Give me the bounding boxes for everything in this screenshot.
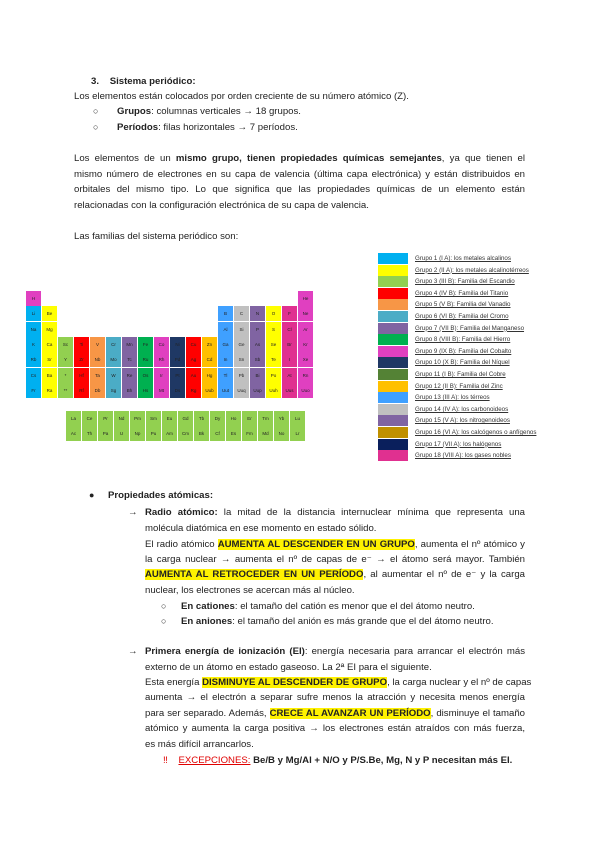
element-cell: W (106, 368, 121, 383)
element-cell: Rh (154, 352, 169, 367)
lanthanide-cell: La (66, 411, 81, 426)
element-cell: C (234, 306, 249, 321)
element-cell: Os (138, 368, 153, 383)
element-cell: Mt (154, 383, 169, 398)
actinide-cell: Pa (98, 426, 113, 441)
element-cell: Ag (186, 352, 201, 367)
legend-label: Grupo 13 (III A): los térreos (415, 394, 490, 402)
lanthanide-cell: Yb (274, 411, 289, 426)
element-cell: Kr (298, 337, 313, 352)
legend-item (378, 427, 578, 438)
radio-def-line: → Radio atómico: la mitad de la distancia internuclear mínima que representa una (128, 507, 525, 518)
lanthanide-cell: Tb (194, 411, 209, 426)
legend-swatch (378, 265, 408, 276)
element-cell: B (218, 306, 233, 321)
ion-def-line: → Primera energía de ionización (EI): energía necesaria para arrancar el electrón más (128, 646, 525, 657)
element-cell: Se (266, 337, 281, 352)
legend-label: Grupo 1 (I A): los metales alcalinos (415, 255, 511, 262)
element-cell: ** (58, 383, 73, 398)
paragraph-line: mismo número de electrones en su capa de valencia (última capa electrónica) y están distribuidos en (74, 169, 525, 180)
element-cell: As (250, 337, 265, 352)
element-cell: Na (26, 322, 41, 337)
radio-line: El radio atómico AUMENTA AL DESCENDER EN UN GRUPO, aumenta el nº atómico y (145, 539, 525, 550)
element-cell: Cu (186, 337, 201, 352)
legend-swatch (378, 450, 408, 461)
actinide-cell: Es (226, 426, 241, 441)
legend-item (378, 299, 578, 310)
actinide-cell: Md (258, 426, 273, 441)
section-number: 3. (91, 76, 100, 87)
legend-item (378, 288, 578, 299)
element-cell: Uut (218, 383, 233, 398)
element-cell: Ti (74, 337, 89, 352)
element-cell: Ge (234, 337, 249, 352)
element-cell: S (266, 322, 281, 337)
paragraph-line: orbitales del mismo tipo. Lo que significa que las propiedades químicas de un elemento están (74, 184, 525, 195)
element-cell: Rn (298, 368, 313, 383)
element-cell: Sg (106, 383, 121, 398)
legend-item (378, 357, 578, 368)
element-cell: At (282, 368, 297, 383)
radio-line: la carga nuclear → aumenta el nº de capas de e⁻ → el átomo será mayor. También (145, 554, 525, 565)
element-cell: Uuo (298, 383, 313, 398)
element-cell: Pd (170, 352, 185, 367)
legend-item (378, 265, 578, 276)
radio-def-line: molécula diatómica en ese momento en estado sólido. (145, 523, 377, 534)
paragraph-line: Los elementos de un mismo grupo, tienen propiedades químicas semejantes, ya que tienen el (74, 153, 525, 164)
families-intro: Las familias del sistema periódico son: (74, 231, 239, 242)
legend-swatch (378, 346, 408, 357)
element-cell: Uus (282, 383, 297, 398)
props-heading: ● Propiedades atómicas: (89, 490, 214, 501)
element-cell: In (218, 352, 233, 367)
lanthanide-cell: Nd (114, 411, 129, 426)
legend-swatch (378, 369, 408, 380)
exceptions-text: Be/B y Mg/Al + N/O y P/S.Be, Mg, N y P necesitan más EI. (250, 755, 513, 766)
element-cell: Mo (106, 352, 121, 367)
element-cell: He (298, 291, 313, 306)
intro-text: Los elementos están colocados por orden creciente de su número atómico (Z). (74, 91, 409, 102)
legend-label: Grupo 5 (V B): Familia del Vanadio (415, 301, 511, 309)
legend-label: Grupo 4 (IV B): Familia del Titanio (415, 289, 509, 297)
element-cell: Co (154, 337, 169, 352)
lanthanide-cell: Tm (258, 411, 273, 426)
legend-item (378, 381, 578, 392)
ion-def-line: externo de un átomo en estado gaseoso. La 2ª EI para el siguiente. (145, 662, 432, 673)
actinide-cell: Np (130, 426, 145, 441)
double-exclamation-icon: ‼ (163, 755, 168, 766)
disc-bullet-icon: ● (89, 490, 95, 500)
element-cell: Au (186, 368, 201, 383)
legend-swatch (378, 439, 408, 450)
element-cell: Uuq (234, 383, 249, 398)
lanthanide-cell: Gd (178, 411, 193, 426)
legend-swatch (378, 311, 408, 322)
element-cell: Bh (122, 383, 137, 398)
legend-label: Grupo 12 (II B): Familia del Zinc (415, 382, 503, 390)
ion-line: Esta energía DISMINUYE AL DESCENDER DE GRUPO, la carga nuclear y el nº de capas (145, 677, 532, 688)
element-cell: V (90, 337, 105, 352)
list-item: ○ En cationes: el tamaño del catión es menor que el del átomo neutro. (161, 601, 475, 612)
element-cell: Xe (298, 352, 313, 367)
lanthanide-cell: Ho (226, 411, 241, 426)
element-cell: Rf (74, 383, 89, 398)
element-cell: Be (42, 306, 57, 321)
element-cell: N (250, 306, 265, 321)
element-cell: Zr (74, 352, 89, 367)
legend-item (378, 392, 578, 403)
legend-item (378, 311, 578, 322)
element-cell: Cs (26, 368, 41, 383)
element-cell: Uub (202, 383, 217, 398)
legend-label: Grupo 18 (VIII A): los gases nobles (415, 452, 511, 460)
ion-line: aumenta → el electrón a separar sufre menos la atracción y necesita menos energía (145, 692, 525, 703)
element-cell: Tc (122, 352, 137, 367)
lanthanide-cell: Eu (162, 411, 177, 426)
legend-item (378, 439, 578, 450)
circle-bullet-icon: ○ (161, 601, 167, 611)
legend-item (378, 323, 578, 334)
element-cell: Re (122, 368, 137, 383)
legend-item (378, 276, 578, 287)
element-cell: K (26, 337, 41, 352)
actinide-cell: Cm (178, 426, 193, 441)
element-cell: Nb (90, 352, 105, 367)
circle-bullet-icon: ○ (161, 616, 167, 626)
section-heading (91, 74, 196, 89)
element-cell: Hs (138, 383, 153, 398)
element-cell: Br (282, 337, 297, 352)
legend-label: Grupo 15 (V A): los nitrogenoideos (415, 417, 510, 425)
actinide-cell: Pu (146, 426, 161, 441)
legend-label: Grupo 14 (IV A): los carbonoideos (415, 405, 509, 413)
element-cell: Ar (298, 322, 313, 337)
legend-label: Grupo 7 (VII B): Familia del Manganeso (415, 324, 525, 332)
element-cell: F (282, 306, 297, 321)
element-cell: Ne (298, 306, 313, 321)
arrow-icon: → (128, 507, 138, 518)
circle-bullet-icon: ○ (93, 122, 99, 132)
radio-line: nuclear, los electrones se acercan más al núcleo. (145, 585, 355, 596)
element-cell: Pb (234, 368, 249, 383)
legend-label: Grupo 8 (VIII B): Familia del Hierro (415, 336, 511, 344)
element-cell: Fe (138, 337, 153, 352)
legend-item (378, 450, 578, 461)
legend-label: Grupo 11 (I B): Familia del Cobre (415, 371, 506, 378)
legend-label: Grupo 16 (VI A): los calcógenos o anfígenos (415, 429, 537, 436)
legend-swatch (378, 357, 408, 368)
element-cell: H (26, 291, 41, 306)
element-cell: Sb (250, 352, 265, 367)
actinide-cell: U (114, 426, 129, 441)
legend-item (378, 369, 578, 380)
element-cell: Hg (202, 368, 217, 383)
element-cell: Ni (170, 337, 185, 352)
list-item: ○ En aniones: el tamaño del anión es más grande que el del átomo neutro. (161, 616, 494, 627)
legend-label: Grupo 17 (VII A): los halógenos (415, 440, 502, 448)
element-cell: Uup (250, 383, 265, 398)
actinide-cell: Bk (194, 426, 209, 441)
legend-swatch (378, 415, 408, 426)
element-cell: Tl (218, 368, 233, 383)
ion-line: atómico y aumenta la carga positiva → los electrones están atraídos con más fuerza, (145, 723, 525, 734)
legend-swatch (378, 427, 408, 438)
legend-item (378, 346, 578, 357)
element-cell: Ca (42, 337, 57, 352)
element-cell: Sr (42, 352, 57, 367)
legend-item (378, 415, 578, 426)
legend-item (378, 253, 578, 264)
element-cell: Sc (58, 337, 73, 352)
legend-swatch (378, 381, 408, 392)
element-cell: Db (90, 383, 105, 398)
radio-line: AUMENTA AL RETROCEDER EN UN PERÍODO, al aumentar el nº de e⁻ y la carga (145, 569, 525, 580)
legend-swatch (378, 276, 408, 287)
element-cell: I (282, 352, 297, 367)
element-cell: Mn (122, 337, 137, 352)
lanthanide-cell: Ce (82, 411, 97, 426)
element-cell: O (266, 306, 281, 321)
actinide-cell: Th (82, 426, 97, 441)
element-cell: Rb (26, 352, 41, 367)
actinide-cell: Ac (66, 426, 81, 441)
element-cell: Cd (202, 352, 217, 367)
element-cell: Po (266, 368, 281, 383)
actinide-cell: Am (162, 426, 177, 441)
exceptions-label: EXCEPCIONES: (178, 755, 251, 766)
section-title: Sistema periódico: (109, 76, 196, 87)
element-cell: Sn (234, 352, 249, 367)
lanthanide-cell: Er (242, 411, 257, 426)
element-cell: Te (266, 352, 281, 367)
legend-swatch (378, 392, 408, 403)
element-cell: Ir (154, 368, 169, 383)
actinide-cell: No (274, 426, 289, 441)
lanthanide-cell: Dy (210, 411, 225, 426)
legend-swatch (378, 404, 408, 415)
actinide-cell: Lr (290, 426, 305, 441)
legend-label: Grupo 3 (III B): Familia del Escandio (415, 278, 515, 286)
actinide-cell: Fm (242, 426, 257, 441)
legend-label: Grupo 2 (II A): los metales alcalinotérreos (415, 266, 529, 274)
legend-label: Grupo 6 (VI B): Familia del Cromo (415, 313, 509, 320)
legend-label: Grupo 9 (IX B): Familia del Cobalto (415, 347, 512, 355)
legend-swatch (378, 299, 408, 310)
ion-line: para ser separado. Además, CRECE AL AVANZAR UN PERÍODO, disminuye el tamaño (145, 708, 525, 719)
element-cell: Y (58, 352, 73, 367)
legend-swatch (378, 323, 408, 334)
element-cell: Cr (106, 337, 121, 352)
element-cell: Al (218, 322, 233, 337)
paragraph-line: relacionadas con la configuración electrónica de su capa de valencia. (74, 200, 369, 211)
circle-bullet-icon: ○ (93, 106, 99, 116)
lanthanide-cell: Sm (146, 411, 161, 426)
element-cell: P (250, 322, 265, 337)
element-cell: Fr (26, 383, 41, 398)
exceptions-line (163, 753, 512, 768)
ion-line: es más difícil arrancarlos. (145, 739, 254, 750)
lanthanide-cell: Lu (290, 411, 305, 426)
lanthanide-cell: Pr (98, 411, 113, 426)
element-cell: Bi (250, 368, 265, 383)
legend-item (378, 404, 578, 415)
legend-label: Grupo 10 (X B): Familia del Níquel (415, 359, 510, 367)
list-item: ○ Períodos: filas horizontales → 7 períodos. (93, 122, 298, 133)
legend-swatch (378, 288, 408, 299)
element-cell: Ta (90, 368, 105, 383)
legend-swatch (378, 334, 408, 345)
list-item: ○ Grupos: columnas verticales → 18 grupos. (93, 106, 301, 117)
legend-item (378, 334, 578, 345)
element-cell: Rg (186, 383, 201, 398)
lanthanide-cell: Pm (130, 411, 145, 426)
element-cell: Si (234, 322, 249, 337)
element-cell: Ru (138, 352, 153, 367)
element-cell: Ra (42, 383, 57, 398)
actinide-cell: Cf (210, 426, 225, 441)
element-cell: Zn (202, 337, 217, 352)
element-cell: Cl (282, 322, 297, 337)
element-cell: Hf (74, 368, 89, 383)
element-cell: Mg (42, 322, 57, 337)
legend-swatch (378, 253, 408, 264)
element-cell: Ga (218, 337, 233, 352)
arrow-icon: → (128, 646, 138, 657)
element-cell: Ds (170, 383, 185, 398)
element-cell: Pt (170, 368, 185, 383)
element-cell: Ba (42, 368, 57, 383)
element-cell: Uuh (266, 383, 281, 398)
element-cell: Li (26, 306, 41, 321)
element-cell: * (58, 368, 73, 383)
